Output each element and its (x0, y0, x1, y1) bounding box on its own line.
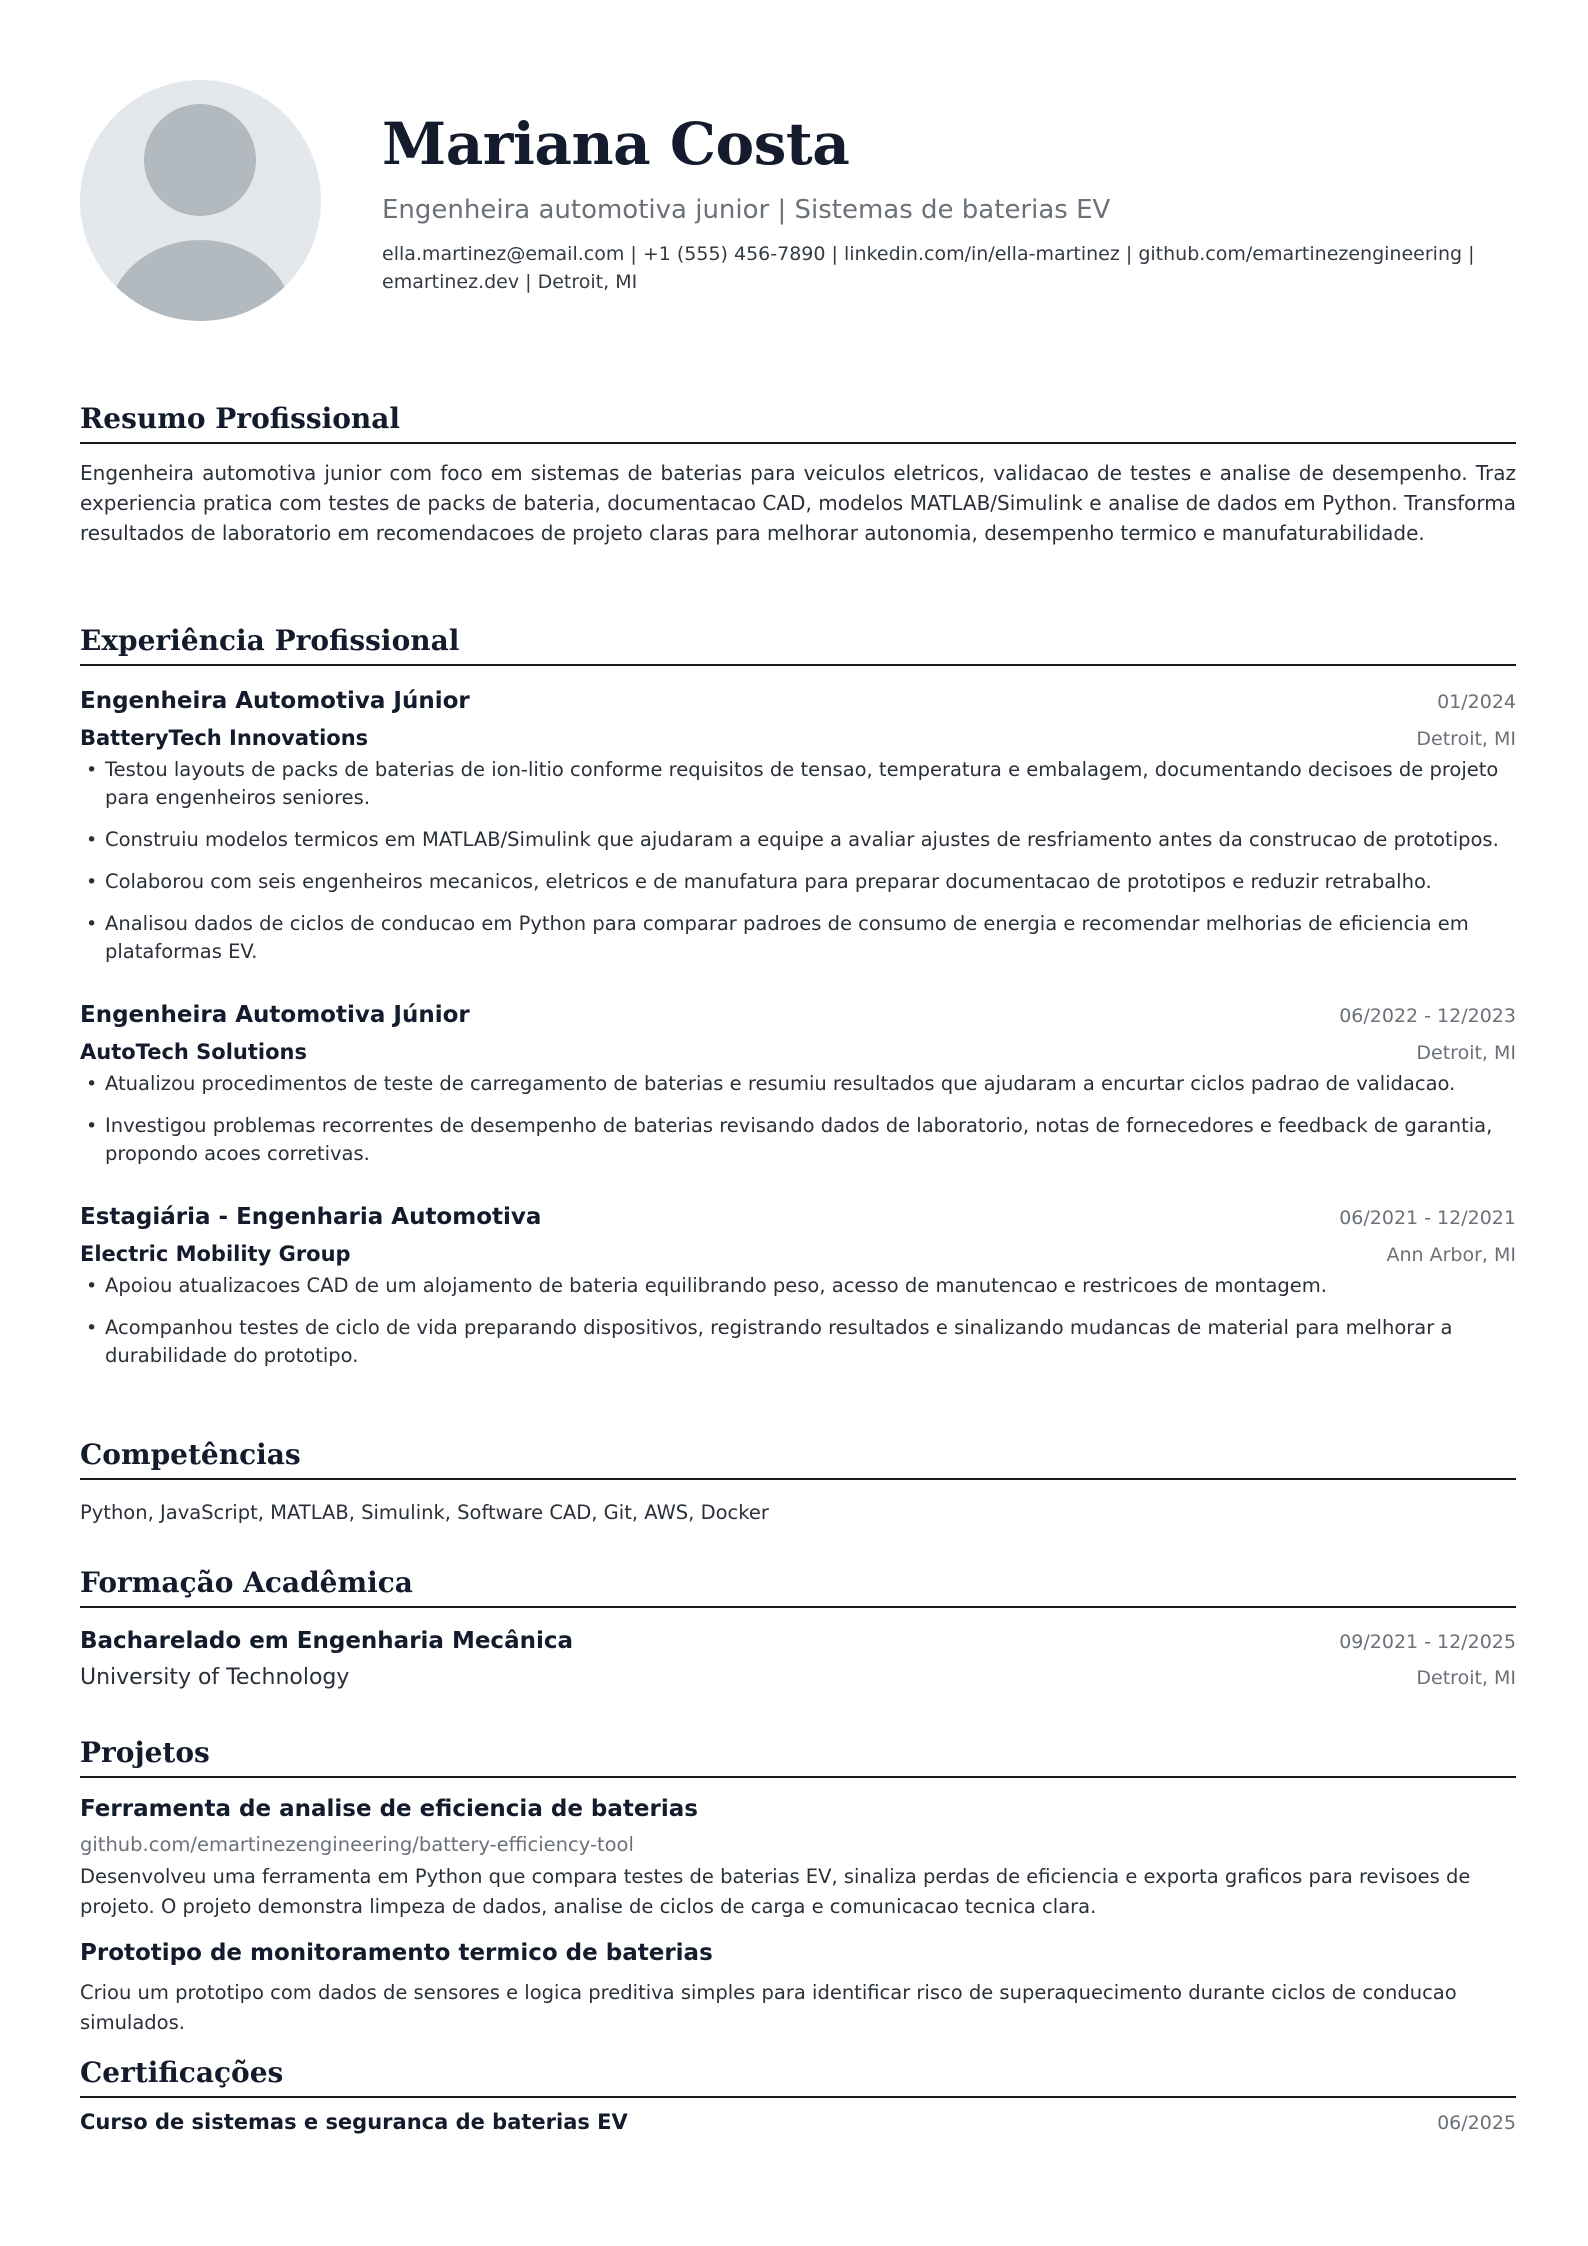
project-title: Ferramenta de analise de eficiencia de baterias (80, 1796, 698, 1822)
projects-heading: Projetos (80, 1734, 1516, 1778)
experience-heading: Experiência Profissional (80, 622, 1516, 666)
job-bullet: • Investigou problemas recorrentes de desempenho de baterias revisando dados de laboratorio, notas de fornecedores e feedback de garantia, propondo acoes corretivas. (80, 1112, 1516, 1168)
job-entry (80, 1198, 1516, 1370)
project-entry (80, 1934, 1516, 2038)
project-description: Desenvolveu uma ferramenta em Python que compara testes de baterias EV, sinaliza perdas de eficiencia e exporta graficos para revisoes de projeto. O projeto demonstra limpeza de dados, analise de ciclos de carga e comunicacao tecnica clara. (80, 1865, 1471, 1918)
job-title: Engenheira Automotiva Júnior (80, 688, 470, 714)
certifications-heading: Certificações (80, 2054, 1516, 2098)
job-title: Engenheira Automotiva Júnior (80, 1002, 470, 1028)
candidate-name: Mariana Costa (382, 110, 850, 178)
job-date: 06/2021 - 12/2021 (1339, 1207, 1516, 1229)
skills-list: Python, JavaScript, MATLAB, Simulink, Software CAD, Git, AWS, Docker (80, 1501, 769, 1524)
projects-section (80, 1734, 1516, 2038)
certification-date: 06/2025 (1437, 2112, 1516, 2134)
contact-info: ella.martinez@email.com | +1 (555) 456-7890 | linkedin.com/in/ella-martinez | github.com/emartinezengineering | emartinez.dev | Detroit, MI (382, 243, 1475, 293)
education-section (80, 1564, 1516, 1696)
job-date: 01/2024 (1437, 691, 1516, 713)
job-bullet: • Testou layouts de packs de baterias de ion-litio conforme requisitos de tensao, temperatura e embalagem, documentando decisoes de projeto para engenheiros seniores. (80, 756, 1516, 812)
job-company: Electric Mobility Group (80, 1242, 351, 1266)
job-company: BatteryTech Innovations (80, 726, 369, 750)
education-location: Detroit, MI (1416, 1667, 1516, 1689)
header-text (382, 104, 1516, 296)
job-bullet: • Apoiou atualizacoes CAD de um alojamento de bateria equilibrando peso, acesso de manutencao e restricoes de montagem. (80, 1272, 1516, 1300)
job-bullet: • Construiu modelos termicos em MATLAB/Simulink que ajudaram a equipe a avaliar ajustes de resfriamento antes da construcao de prototipos. (80, 826, 1516, 854)
candidate-headline: Engenheira automotiva junior | Sistemas de baterias EV (382, 195, 1111, 225)
skills-heading: Competências (80, 1436, 1516, 1480)
job-location: Detroit, MI (1416, 1042, 1516, 1064)
project-entry (80, 1790, 1516, 1922)
summary-section (80, 400, 1516, 548)
certification-name: Curso de sistemas e seguranca de baterias EV (80, 2110, 628, 2134)
avatar-placeholder-icon (80, 80, 321, 321)
job-entry (80, 682, 1516, 966)
school-name: University of Technology (80, 1665, 350, 1690)
resume-page (80, 0, 1516, 2134)
project-description: Criou um prototipo com dados de sensores e logica preditiva simples para identificar risco de superaquecimento durante ciclos de conducao simulados. (80, 1981, 1457, 2034)
avatar-body-shape (108, 240, 293, 321)
experience-section (80, 622, 1516, 1384)
job-entry (80, 996, 1516, 1168)
resume-header (80, 0, 1516, 360)
job-location: Detroit, MI (1416, 728, 1516, 750)
job-bullet: • Colaborou com seis engenheiros mecanicos, eletricos e de manufatura para preparar documentacao de prototipos e reduzir retrabalho. (80, 868, 1516, 896)
job-bullet: • Atualizou procedimentos de teste de carregamento de baterias e resumiu resultados que ajudaram a encurtar ciclos padrao de validacao. (80, 1070, 1516, 1098)
job-bullets (80, 1272, 1516, 1370)
certifications-section (80, 2054, 1516, 2134)
job-bullets (80, 1070, 1516, 1168)
certification-entry (80, 2110, 1516, 2134)
summary-heading: Resumo Profissional (80, 400, 1516, 444)
project-link[interactable]: github.com/emartinezengineering/battery-efficiency-tool (80, 1833, 634, 1856)
job-date: 06/2022 - 12/2023 (1339, 1005, 1516, 1027)
job-location: Ann Arbor, MI (1386, 1244, 1516, 1266)
education-date: 09/2021 - 12/2025 (1339, 1631, 1516, 1653)
job-title: Estagiária - Engenharia Automotiva (80, 1204, 542, 1230)
job-company: AutoTech Solutions (80, 1040, 307, 1064)
skills-section (80, 1436, 1516, 1528)
degree-title: Bacharelado em Engenharia Mecânica (80, 1628, 573, 1654)
job-bullet: • Acompanhou testes de ciclo de vida preparando dispositivos, registrando resultados e sinalizando mudancas de material para melhorar a durabilidade do prototipo. (80, 1314, 1516, 1370)
project-title: Prototipo de monitoramento termico de baterias (80, 1940, 713, 1966)
summary-text: Engenheira automotiva junior com foco em sistemas de baterias para veiculos eletricos, validacao de testes e analise de desempenho. Traz experiencia pratica com testes de packs de bateria, documentacao CAD, modelos MATLAB/Simulink e analise de dados em Python. Transforma resultados de laboratorio em recomendacoes de projeto claras para melhorar autonomia, desempenho termico e manufaturabilidade. (80, 461, 1516, 545)
avatar-head-shape (144, 104, 256, 216)
education-heading: Formação Acadêmica (80, 1564, 1516, 1608)
job-bullet: • Analisou dados de ciclos de conducao em Python para comparar padroes de consumo de energia e recomendar melhorias de eficiencia em plataformas EV. (80, 910, 1516, 966)
job-bullets (80, 756, 1516, 966)
